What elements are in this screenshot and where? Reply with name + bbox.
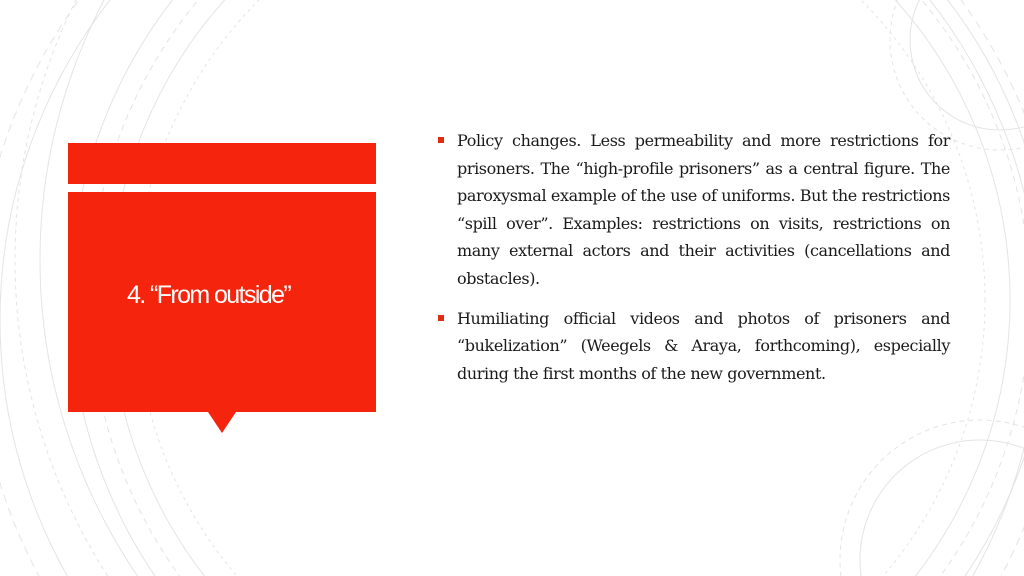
slide-title: 4. “From outside” [127, 281, 291, 309]
title-accent-bar [68, 143, 376, 184]
bullet-item-policy-changes [436, 127, 950, 293]
bullet-list [436, 127, 950, 399]
bullet-text: Humiliating official videos and photos of prisoners and “bukelization” (Weegels & Araya, forthcoming), especially during the first months of the new government. [457, 308, 950, 383]
square-bullet-icon [438, 315, 444, 321]
title-pointer-arrow [208, 412, 236, 433]
square-bullet-icon [438, 137, 444, 143]
bullet-text: Policy changes. Less permeability and more restrictions for prisoners. The “high-profile prisoners” as a central figure. The paroxysmal example of the use of uniforms. But the restrictions “spill over”. Examples: restrictions on visits, restrictions on many external actors and their activities (cancellations and obstacles). [457, 131, 950, 288]
bullet-item-humiliating-videos [436, 305, 950, 388]
